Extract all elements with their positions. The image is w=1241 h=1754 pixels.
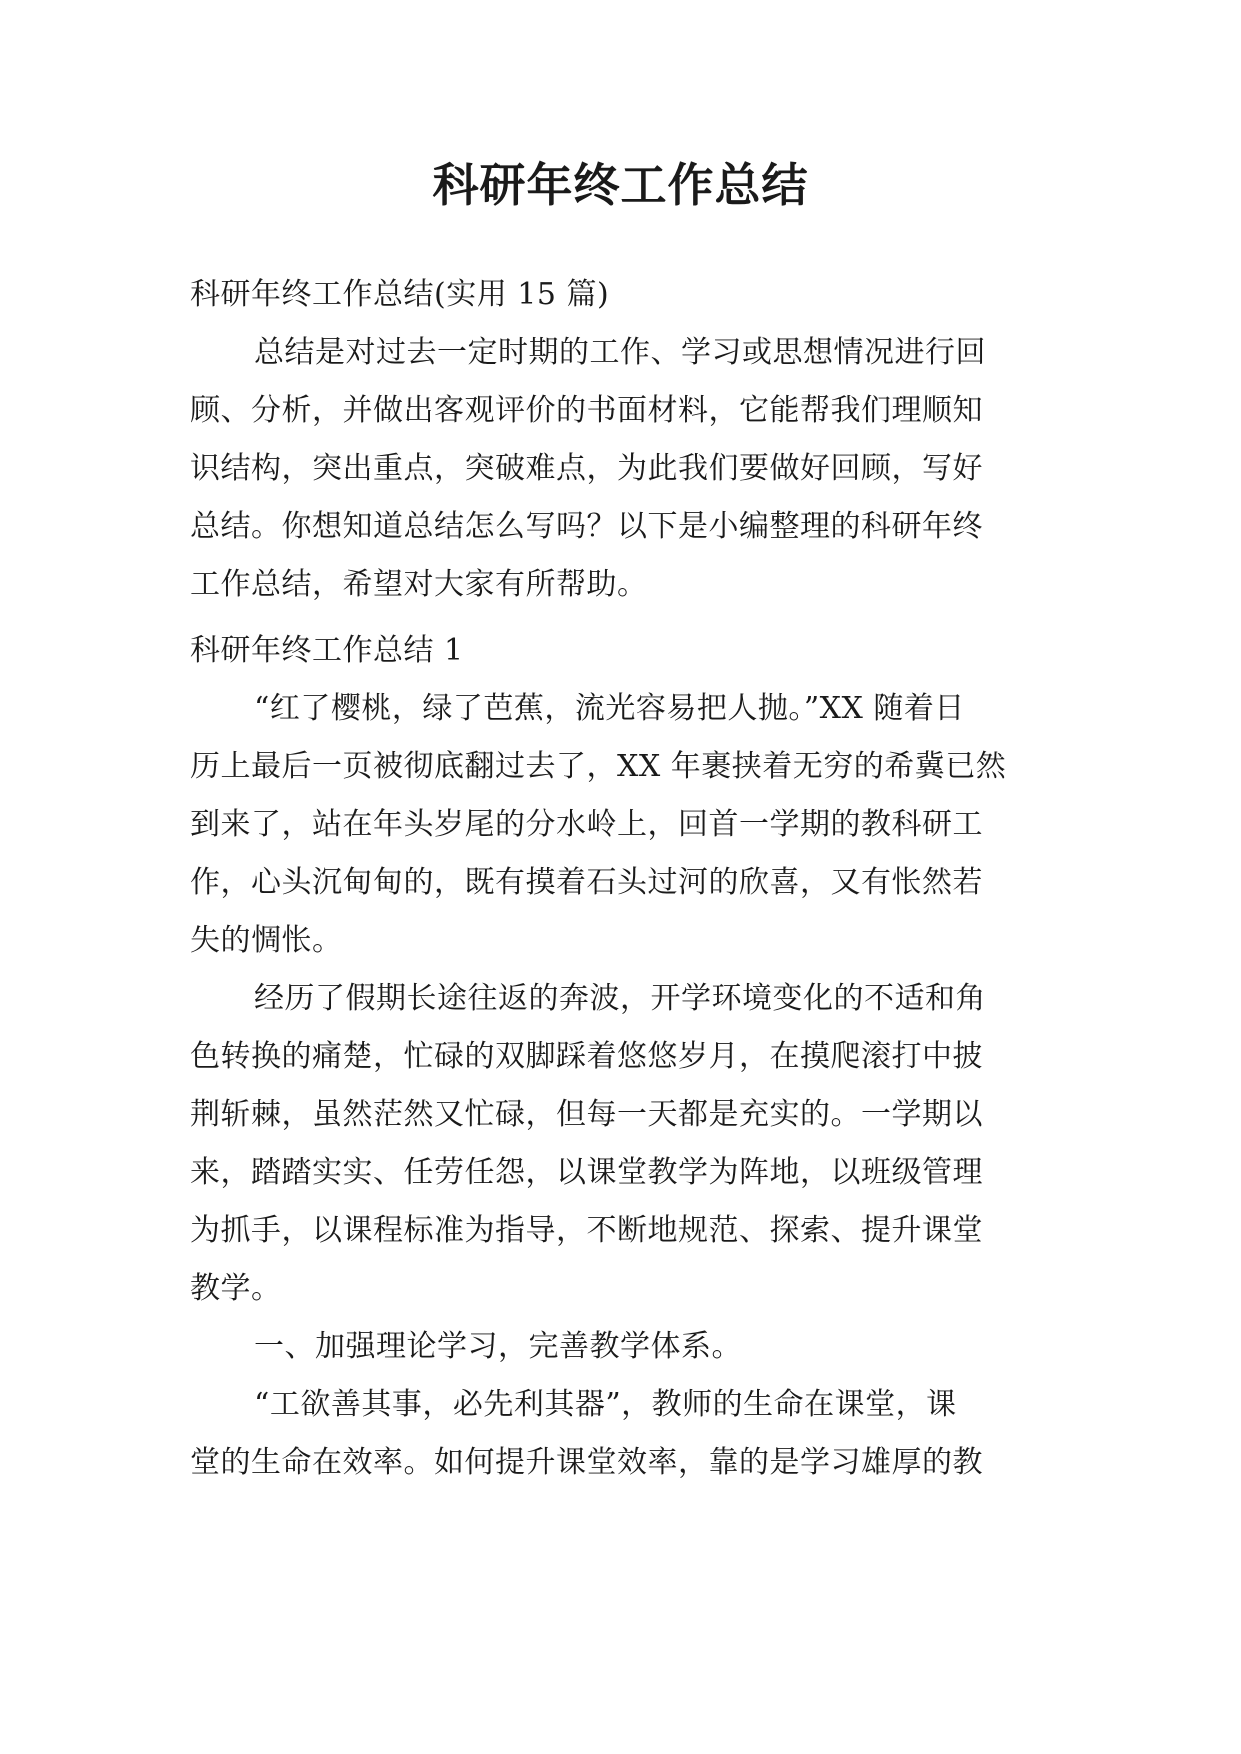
paragraph-line: 到来了，站在年头岁尾的分水岭上，回首一学期的教科研工	[190, 807, 983, 842]
paragraph-2	[190, 970, 1056, 1318]
section-heading: 科研年终工作总结 1	[190, 633, 464, 668]
paragraph-line: 为抓手，以课程标准为指导，不断地规范、探索、提升课堂	[190, 1213, 983, 1248]
paragraph-line: 总结。你想知道总结怎么写吗？以下是小编整理的科研年终	[190, 509, 983, 544]
paragraph-line: 工作总结，希望对大家有所帮助。	[190, 567, 648, 602]
paragraph-line: 教学。	[190, 1271, 282, 1306]
document-title: 科研年终工作总结	[432, 158, 809, 212]
point-heading: 一、加强理论学习，完善教学体系。	[254, 1329, 742, 1364]
point-1-block	[190, 1318, 1056, 1376]
paragraph-line: 来，踏踏实实、任劳任怨，以课堂教学为阵地，以班级管理	[190, 1155, 983, 1190]
paragraph-line: 历上最后一页被彻底翻过去了，XX 年裹挟着无穷的希冀已然	[190, 749, 1007, 784]
paragraph-1	[190, 680, 1056, 970]
document-subtitle: 科研年终工作总结(实用 15 篇)	[190, 277, 610, 312]
paragraph-line: 作，心头沉甸甸的，既有摸着石头过河的欣喜，又有怅然若	[190, 865, 983, 900]
paragraph-line: 识结构，突出重点，突破难点，为此我们要做好回顾，写好	[190, 451, 983, 486]
intro-paragraph	[190, 324, 1056, 614]
paragraph-line: 总结是对过去一定时期的工作、学习或思想情况进行回	[254, 335, 986, 370]
paragraph-line: “红了樱桃，绿了芭蕉，流光容易把人抛。”XX 随着日	[254, 691, 965, 726]
paragraph-line: 堂的生命在效率。如何提升课堂效率，靠的是学习雄厚的教	[190, 1445, 983, 1480]
paragraph-line: 色转换的痛楚，忙碌的双脚踩着悠悠岁月，在摸爬滚打中披	[190, 1039, 983, 1074]
paragraph-line: 荆斩棘，虽然茫然又忙碌，但每一天都是充实的。一学期以	[190, 1097, 983, 1132]
paragraph-line: “工欲善其事，必先利其器”，教师的生命在课堂，课	[254, 1387, 957, 1422]
subtitle-block	[190, 266, 1056, 324]
paragraph-line: 失的惆怅。	[190, 923, 343, 958]
paragraph-3	[190, 1376, 1056, 1492]
section-heading-block	[190, 622, 1056, 680]
paragraph-line: 顾、分析，并做出客观评价的书面材料，它能帮我们理顺知	[190, 393, 983, 428]
paragraph-line: 经历了假期长途往返的奔波，开学环境变化的不适和角	[254, 981, 986, 1016]
